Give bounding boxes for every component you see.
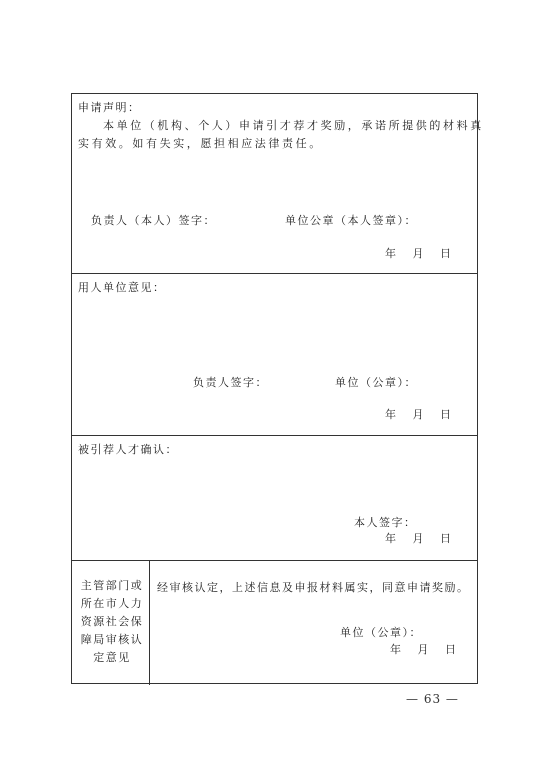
page-number: — 63 — [406, 692, 459, 706]
employer-opinion-section [72, 274, 477, 436]
date-label: 年 月 日 [385, 532, 453, 545]
personal-signature-label: 本人签字： [354, 516, 417, 529]
application-form [71, 93, 484, 684]
responsible-person-signature-label: 负责人（本人）签字： [91, 214, 216, 227]
authority-label-cell [72, 561, 150, 685]
talent-confirmation-section [72, 436, 477, 561]
responsible-person-signature-label: 负责人签字： [193, 376, 268, 389]
date-label: 年 月 日 [385, 247, 453, 260]
authority-label: 主管部门或所在市人力资源社会保障局审核认定意见 [80, 579, 144, 664]
date-label: 年 月 日 [390, 643, 458, 656]
declaration-heading: 申请声明： [78, 101, 141, 114]
authority-review-section [72, 561, 477, 685]
unit-seal-label: 单位公章（本人签章）： [285, 214, 417, 227]
declaration-text-line2: 实有效。如有失实，愿担相应法律责任。 [78, 137, 323, 150]
unit-seal-label: 单位（公章）： [335, 376, 417, 389]
declaration-section [72, 94, 484, 274]
unit-seal-label: 单位（公章）： [340, 626, 422, 639]
review-opinion-text: 经审核认定，上述信息及申报材料属实，同意申请奖励。 [157, 581, 470, 594]
talent-confirmation-heading: 被引荐人才确认： [78, 443, 178, 456]
declaration-text-line1: 本单位（机构、个人）申请引才荐才奖励，承诺所提供的材料真 [103, 119, 484, 132]
date-label: 年 月 日 [385, 408, 453, 421]
employer-opinion-heading: 用人单位意见： [78, 281, 166, 294]
